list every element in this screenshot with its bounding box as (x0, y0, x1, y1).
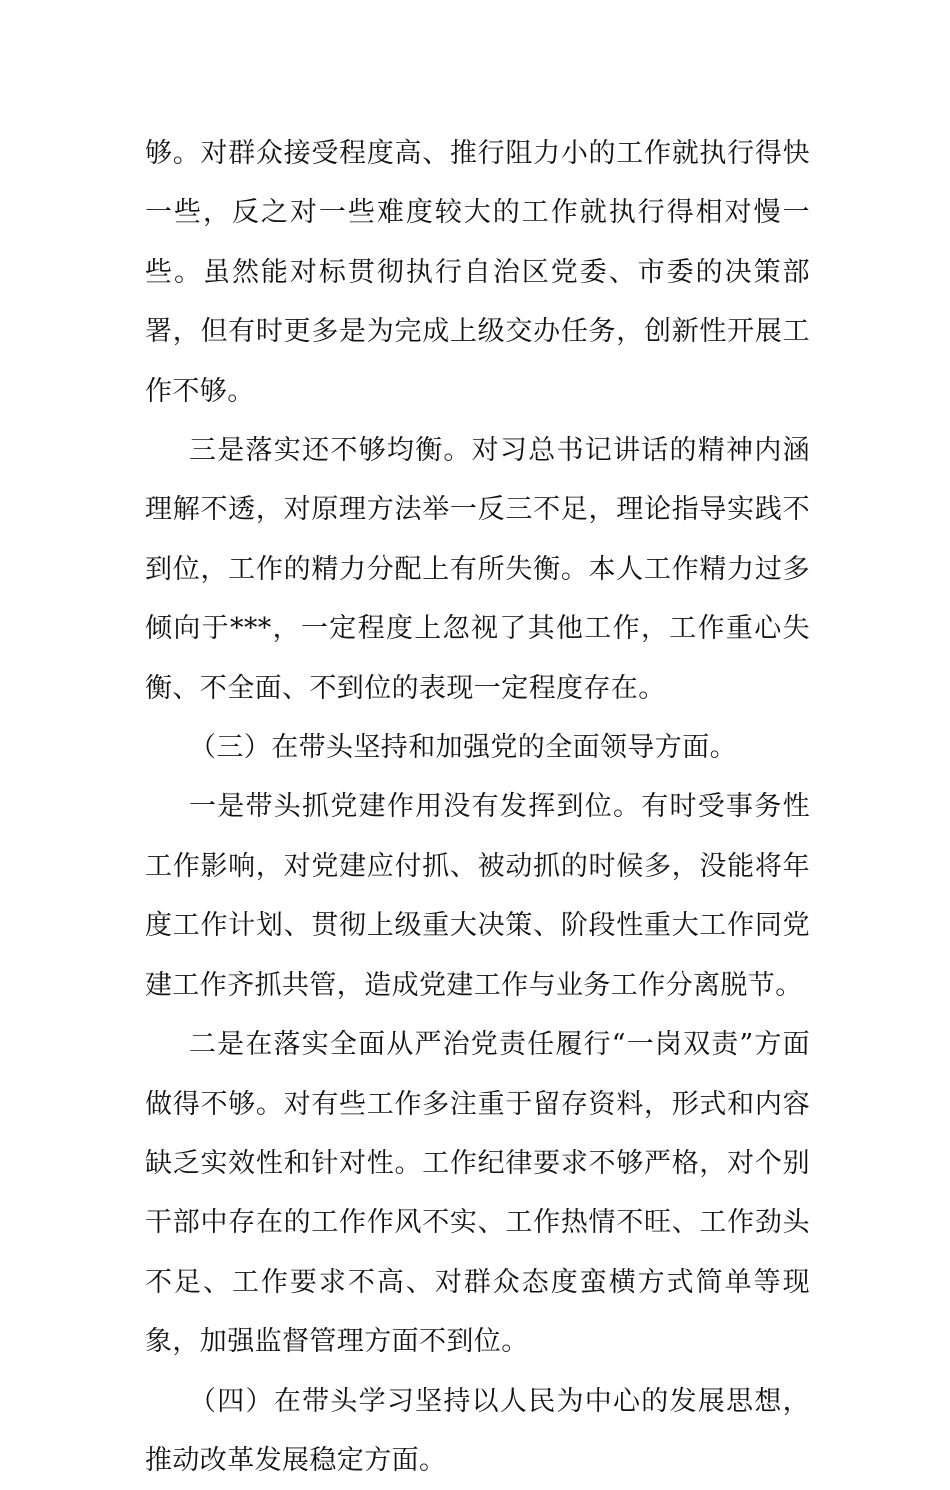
section-heading-three: （三）在带头坚持和加强党的全面领导方面。 (189, 732, 737, 764)
section-heading-four: （四）在带头学习坚持以人民为中心的发展思想，推动改革发展稳定方面。 (145, 1385, 810, 1476)
paragraph-point-two: 二是在落实全面从严治党责任履行“一岗双责”方面做得不够。对有些工作多注重于留存资料，形式和内容缺乏实效性和针对性。工作纪律要求不够严格，对个别干部中存在的工作作风不实、工作热情不旺、工作劲头不足、工作要求不高、对群众态度蛮横方式简单等现象，加强监督管理方面不到位。 (145, 1029, 810, 1358)
document-body (145, 124, 810, 1490)
paragraph-point-one: 一是带头抓党建作用没有发挥到位。有时受事务性工作影响，对党建应付抓、被动抓的时候多，没能将年度工作计划、贯彻上级重大决策、阶段性重大工作同党建工作齐抓共管，造成党建工作与业务工作分离脱节。 (145, 791, 810, 1001)
paragraph-continuation: 够。对群众接受程度高、推行阻力小的工作就执行得快一些，反之对一些难度较大的工作就执行得相对慢一些。虽然能对标贯彻执行自治区党委、市委的决策部署，但有时更多是为完成上级交办任务，创新性开展工作不够。 (145, 138, 810, 407)
paragraph-point-three: 三是落实还不够均衡。对习总书记讲话的精神内涵理解不透，对原理方法举一反三不足，理论指导实践不到位，工作的精力分配上有所失衡。本人工作精力过多倾向于***，一定程度上忽视了其他工作，工作重心失衡、不全面、不到位的表现一定程度存在。 (145, 435, 810, 704)
